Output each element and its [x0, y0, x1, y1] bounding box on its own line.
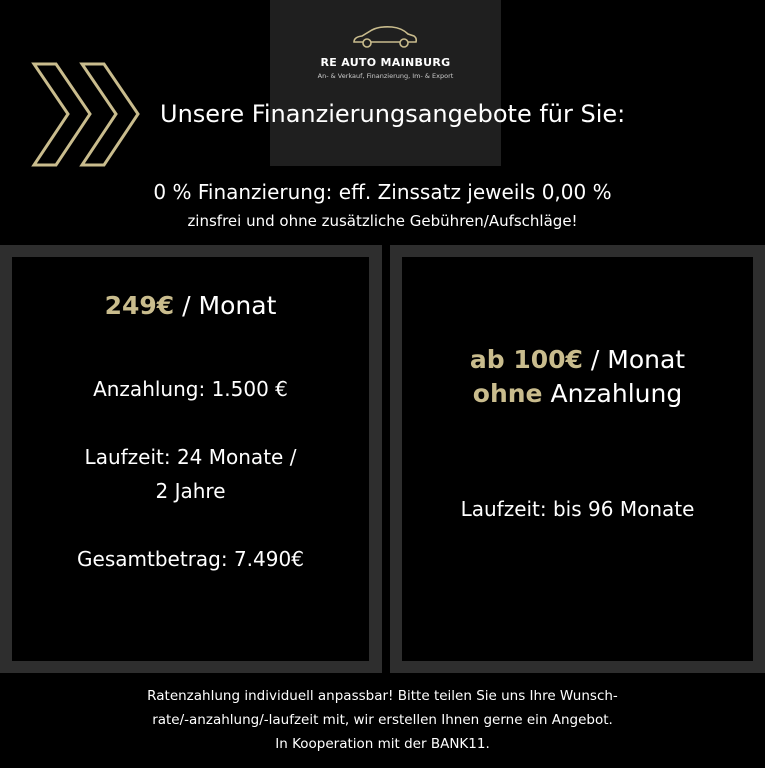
footer-line-3: In Kooperation mit der BANK11. — [275, 736, 490, 752]
offer-left-term-line2: 2 Jahre — [155, 479, 226, 503]
offer-card-left — [0, 245, 382, 673]
offer-left-downpayment: Anzahlung: 1.500 € — [93, 377, 288, 401]
offer-card-right — [390, 245, 765, 673]
offer-right-no-down-rest: Anzahlung — [542, 379, 683, 408]
offer-left-total: Gesamtbetrag: 7.490€ — [77, 547, 304, 571]
footer-note — [0, 684, 765, 756]
footer-line-1: Ratenzahlung individuell anpassbar! Bitte teilen Sie uns Ihre Wunsch- — [147, 688, 618, 704]
offer-left-term-line1: Laufzeit: 24 Monate / — [84, 445, 297, 469]
financing-rate-note: 0 % Finanzierung: eff. Zinssatz jeweils 0,00 % — [153, 180, 612, 204]
fee-note: zinsfrei und ohne zusätzliche Gebühren/Aufschläge! — [187, 212, 578, 230]
offer-left-price: 249€ — [104, 291, 175, 320]
footer-line-2: rate/-anzahlung/-laufzeit mit, wir erstellen Ihnen gerne ein Angebot. — [152, 712, 613, 728]
logo-name: RE AUTO MAINBURG — [320, 56, 451, 69]
offer-right-price-line — [402, 345, 753, 374]
offer-right-no-down-line — [402, 379, 753, 408]
car-icon — [350, 22, 420, 50]
page-title: Unsere Finanzierungsangebote für Sie: — [160, 100, 626, 128]
double-chevron-icon — [30, 62, 145, 167]
offer-left-price-line — [12, 291, 369, 320]
offer-left-per-month: / Monat — [174, 291, 277, 320]
offer-right-term: Laufzeit: bis 96 Monate — [460, 497, 695, 521]
offer-right-per-month: / Monat — [582, 345, 686, 374]
logo-tagline: An- & Verkauf, Finanzierung, Im- & Export — [317, 72, 454, 80]
offer-right-price: ab 100€ — [469, 345, 583, 374]
logo — [270, 0, 501, 166]
offer-right-no-down-highlight: ohne — [472, 379, 543, 408]
